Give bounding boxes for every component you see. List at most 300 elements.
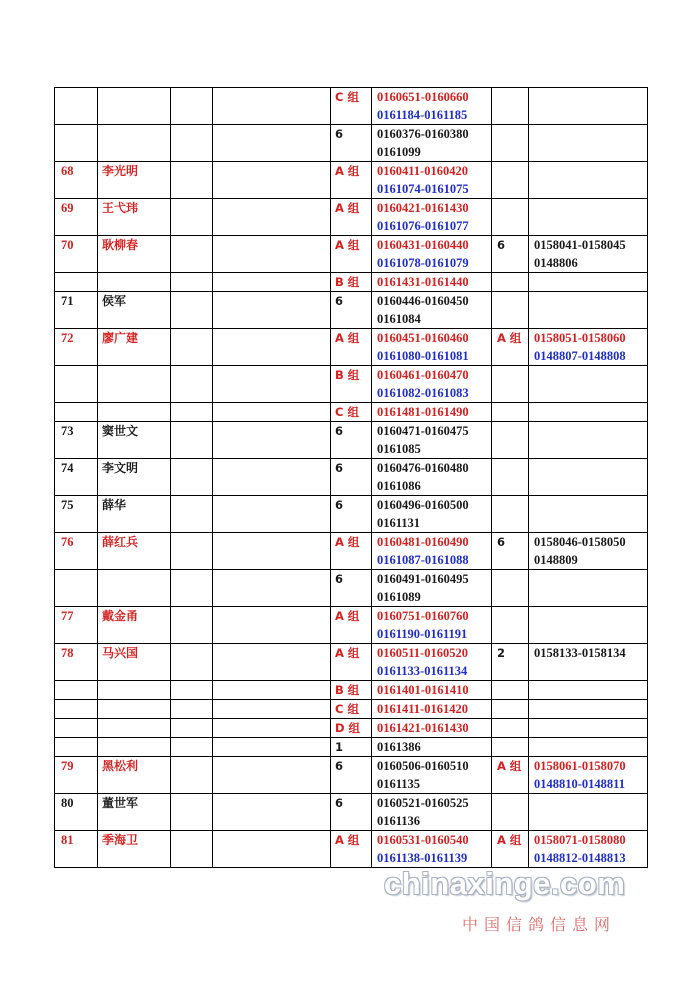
col-no xyxy=(55,199,98,236)
ring-range: 0161481-0161490 xyxy=(377,405,469,419)
col-group xyxy=(331,403,372,422)
col-no xyxy=(55,831,98,868)
group2-label: 2 xyxy=(497,646,506,660)
col-no xyxy=(55,719,98,738)
col-no xyxy=(55,88,98,125)
table-row xyxy=(55,459,648,496)
col-group xyxy=(331,738,372,757)
col-group xyxy=(331,329,372,366)
ring-range2: 0158046-0158050 xyxy=(534,535,626,549)
col-no xyxy=(55,496,98,533)
col-empty-4 xyxy=(213,162,331,199)
col-range2 xyxy=(529,236,648,273)
col-group xyxy=(331,533,372,570)
row-number: 74 xyxy=(61,461,74,475)
col-group2 xyxy=(492,700,529,719)
group-label: B 组 xyxy=(335,275,360,289)
col-empty-3 xyxy=(171,644,213,681)
col-empty-3 xyxy=(171,738,213,757)
table-row xyxy=(55,700,648,719)
col-no xyxy=(55,570,98,607)
ring-extra: 0161184-0161185 xyxy=(377,108,468,122)
col-group2 xyxy=(492,199,529,236)
owner-name: 马兴国 xyxy=(102,646,139,660)
col-no xyxy=(55,422,98,459)
col-no xyxy=(55,607,98,644)
col-range2 xyxy=(529,88,648,125)
ring-range: 0161411-0161420 xyxy=(377,702,468,716)
col-empty-4 xyxy=(213,366,331,403)
table-row xyxy=(55,366,648,403)
col-no xyxy=(55,738,98,757)
col-empty-3 xyxy=(171,199,213,236)
col-name xyxy=(98,273,171,292)
ring-extra: 0161190-0161191 xyxy=(377,627,468,641)
watermark-site: chinaxinge.com xyxy=(384,866,626,901)
col-no xyxy=(55,292,98,329)
table-row xyxy=(55,644,648,681)
row-number: 80 xyxy=(61,796,74,810)
col-empty-3 xyxy=(171,459,213,496)
col-no xyxy=(55,459,98,496)
ring-range: 0160476-0160480 xyxy=(377,461,469,475)
col-empty-3 xyxy=(171,681,213,700)
col-empty-4 xyxy=(213,794,331,831)
col-empty-4 xyxy=(213,831,331,868)
col-empty-4 xyxy=(213,329,331,366)
col-range2 xyxy=(529,831,648,868)
col-group2 xyxy=(492,644,529,681)
row-number: 76 xyxy=(61,535,74,549)
ring-range: 0161421-0161430 xyxy=(377,721,469,735)
col-name xyxy=(98,496,171,533)
row-number: 81 xyxy=(61,833,74,847)
col-group2 xyxy=(492,88,529,125)
col-no xyxy=(55,273,98,292)
col-group xyxy=(331,794,372,831)
group-label: C 组 xyxy=(335,405,359,419)
ring-extra: 0161135 xyxy=(377,777,421,791)
col-empty-4 xyxy=(213,125,331,162)
col-range xyxy=(372,88,492,125)
col-group2 xyxy=(492,292,529,329)
group-label: 6 xyxy=(335,759,344,773)
col-name xyxy=(98,533,171,570)
group-label: B 组 xyxy=(335,368,360,382)
group-label: 1 xyxy=(335,740,344,754)
col-range2 xyxy=(529,366,648,403)
table-row xyxy=(55,422,648,459)
col-group2 xyxy=(492,403,529,422)
col-empty-4 xyxy=(213,533,331,570)
col-empty-4 xyxy=(213,459,331,496)
group-label: A 组 xyxy=(335,331,360,345)
col-empty-3 xyxy=(171,162,213,199)
col-group xyxy=(331,607,372,644)
owner-name: 薛红兵 xyxy=(102,535,139,549)
col-empty-4 xyxy=(213,496,331,533)
owner-name: 李光明 xyxy=(102,164,139,178)
ring-extra: 0161133-0161134 xyxy=(377,664,468,678)
ring-range: 0160451-0160460 xyxy=(377,331,469,345)
group-label: B 组 xyxy=(335,683,360,697)
row-number: 79 xyxy=(61,759,74,773)
ring-extra2: 0148810-0148811 xyxy=(534,777,625,791)
col-group2 xyxy=(492,162,529,199)
ring-extra2: 0148812-0148813 xyxy=(534,851,626,865)
ring-range: 0161386 xyxy=(377,740,421,754)
row-number: 70 xyxy=(61,238,74,252)
row-number: 78 xyxy=(61,646,74,660)
col-empty-3 xyxy=(171,292,213,329)
group-label: D 组 xyxy=(335,721,361,735)
table-row xyxy=(55,607,648,644)
ring-range: 0160506-0160510 xyxy=(377,759,469,773)
col-empty-3 xyxy=(171,496,213,533)
col-group2 xyxy=(492,681,529,700)
col-empty-3 xyxy=(171,757,213,794)
col-range2 xyxy=(529,459,648,496)
owner-name: 董世军 xyxy=(102,796,139,810)
col-name xyxy=(98,681,171,700)
group-label: A 组 xyxy=(335,238,360,252)
col-range xyxy=(372,199,492,236)
col-range xyxy=(372,794,492,831)
col-group2 xyxy=(492,719,529,738)
col-range2 xyxy=(529,738,648,757)
col-range xyxy=(372,422,492,459)
group-label: 6 xyxy=(335,461,344,475)
ring-extra: 0161074-0161075 xyxy=(377,182,469,196)
table-row xyxy=(55,794,648,831)
ring-extra: 0161089 xyxy=(377,590,421,604)
col-name xyxy=(98,794,171,831)
col-no xyxy=(55,681,98,700)
ring-extra2: 0148807-0148808 xyxy=(534,349,626,363)
col-empty-3 xyxy=(171,719,213,738)
col-range xyxy=(372,459,492,496)
col-range2 xyxy=(529,403,648,422)
col-group xyxy=(331,757,372,794)
ring-range: 0160471-0160475 xyxy=(377,424,469,438)
ring-extra: 0161080-0161081 xyxy=(377,349,469,363)
ring-extra: 0161078-0161079 xyxy=(377,256,469,270)
col-range xyxy=(372,719,492,738)
col-no xyxy=(55,162,98,199)
col-name xyxy=(98,292,171,329)
owner-name: 窦世文 xyxy=(102,424,139,438)
col-range2 xyxy=(529,422,648,459)
col-group xyxy=(331,366,372,403)
table-row xyxy=(55,88,648,125)
col-range xyxy=(372,831,492,868)
col-range2 xyxy=(529,794,648,831)
col-no xyxy=(55,794,98,831)
ring-extra2: 0148809 xyxy=(534,553,578,567)
col-range xyxy=(372,366,492,403)
col-empty-4 xyxy=(213,607,331,644)
group-label: A 组 xyxy=(335,833,360,847)
col-empty-3 xyxy=(171,831,213,868)
col-empty-3 xyxy=(171,366,213,403)
table-row xyxy=(55,162,648,199)
group-label: A 组 xyxy=(335,164,360,178)
col-range2 xyxy=(529,681,648,700)
col-empty-3 xyxy=(171,794,213,831)
ring-range: 0160461-0160470 xyxy=(377,368,469,382)
col-empty-4 xyxy=(213,403,331,422)
table-row xyxy=(55,719,648,738)
col-empty-3 xyxy=(171,236,213,273)
col-empty-3 xyxy=(171,273,213,292)
col-group2 xyxy=(492,329,529,366)
ring-range: 0160511-0160520 xyxy=(377,646,468,660)
ring-range: 0160491-0160495 xyxy=(377,572,469,586)
col-name xyxy=(98,459,171,496)
col-range2 xyxy=(529,644,648,681)
col-range xyxy=(372,738,492,757)
col-empty-3 xyxy=(171,533,213,570)
col-range xyxy=(372,533,492,570)
col-name xyxy=(98,125,171,162)
col-range2 xyxy=(529,700,648,719)
col-range2 xyxy=(529,533,648,570)
ring-range: 0161401-0161410 xyxy=(377,683,469,697)
ring-range2: 0158071-0158080 xyxy=(534,833,626,847)
ring-range: 0160431-0160440 xyxy=(377,238,469,252)
ring-extra2: 0148806 xyxy=(534,256,578,270)
col-range xyxy=(372,496,492,533)
table-row xyxy=(55,125,648,162)
group-label: 6 xyxy=(335,796,344,810)
group-label: 6 xyxy=(335,498,344,512)
col-range xyxy=(372,403,492,422)
group-label: A 组 xyxy=(335,646,360,660)
col-range2 xyxy=(529,757,648,794)
col-range xyxy=(372,644,492,681)
col-group xyxy=(331,831,372,868)
col-group2 xyxy=(492,794,529,831)
table-row xyxy=(55,533,648,570)
ring-range: 0160496-0160500 xyxy=(377,498,469,512)
col-no xyxy=(55,757,98,794)
ring-range2: 0158061-0158070 xyxy=(534,759,626,773)
group-label: 6 xyxy=(335,424,344,438)
col-range xyxy=(372,700,492,719)
col-range xyxy=(372,162,492,199)
col-group xyxy=(331,88,372,125)
col-name xyxy=(98,570,171,607)
col-empty-4 xyxy=(213,644,331,681)
registration-table xyxy=(54,87,648,868)
ring-extra: 0161082-0161083 xyxy=(377,386,469,400)
group2-label: A 组 xyxy=(497,331,522,345)
ring-extra: 0161136 xyxy=(377,814,421,828)
ring-range: 0160521-0160525 xyxy=(377,796,469,810)
col-range xyxy=(372,757,492,794)
col-empty-4 xyxy=(213,681,331,700)
col-range2 xyxy=(529,719,648,738)
col-name xyxy=(98,199,171,236)
col-group xyxy=(331,459,372,496)
col-group2 xyxy=(492,125,529,162)
col-name xyxy=(98,700,171,719)
ring-range2: 0158133-0158134 xyxy=(534,646,626,660)
col-no xyxy=(55,700,98,719)
row-number: 69 xyxy=(61,201,74,215)
col-range xyxy=(372,125,492,162)
owner-name: 戴金甬 xyxy=(102,609,139,623)
group-label: A 组 xyxy=(335,609,360,623)
col-range2 xyxy=(529,496,648,533)
table-body xyxy=(55,88,648,868)
col-range xyxy=(372,273,492,292)
group2-label: 6 xyxy=(497,535,506,549)
col-group2 xyxy=(492,533,529,570)
table-row xyxy=(55,831,648,868)
table-row xyxy=(55,273,648,292)
ring-range: 0160531-0160540 xyxy=(377,833,469,847)
owner-name: 黑松利 xyxy=(102,759,139,773)
col-empty-4 xyxy=(213,88,331,125)
col-group xyxy=(331,422,372,459)
ring-extra: 0161099 xyxy=(377,145,421,159)
ring-range: 0160376-0160380 xyxy=(377,127,469,141)
table-row xyxy=(55,292,648,329)
col-range xyxy=(372,607,492,644)
col-name xyxy=(98,607,171,644)
col-range2 xyxy=(529,125,648,162)
group-label: A 组 xyxy=(335,535,360,549)
col-name xyxy=(98,236,171,273)
col-group xyxy=(331,125,372,162)
col-empty-3 xyxy=(171,329,213,366)
ring-extra: 0161076-0161077 xyxy=(377,219,469,233)
ring-range2: 0158051-0158060 xyxy=(534,331,626,345)
ring-extra: 0161085 xyxy=(377,442,421,456)
col-name xyxy=(98,88,171,125)
row-number: 72 xyxy=(61,331,74,345)
owner-name: 薛华 xyxy=(102,498,127,512)
col-empty-4 xyxy=(213,199,331,236)
col-group2 xyxy=(492,496,529,533)
col-group xyxy=(331,162,372,199)
col-group xyxy=(331,644,372,681)
owner-name: 季海卫 xyxy=(102,833,139,847)
col-group xyxy=(331,681,372,700)
col-name xyxy=(98,403,171,422)
table-row xyxy=(55,199,648,236)
ring-range: 0160411-0160420 xyxy=(377,164,468,178)
col-empty-4 xyxy=(213,757,331,794)
col-no xyxy=(55,125,98,162)
table-row xyxy=(55,329,648,366)
col-group2 xyxy=(492,273,529,292)
group-label: 6 xyxy=(335,127,344,141)
group-label: A 组 xyxy=(335,201,360,215)
col-range2 xyxy=(529,607,648,644)
col-group2 xyxy=(492,236,529,273)
ring-extra: 0161087-0161088 xyxy=(377,553,469,567)
col-name xyxy=(98,644,171,681)
col-name xyxy=(98,162,171,199)
group-label: C 组 xyxy=(335,90,359,104)
col-group2 xyxy=(492,738,529,757)
col-name xyxy=(98,719,171,738)
col-group xyxy=(331,496,372,533)
owner-name: 耿柳春 xyxy=(102,238,139,252)
row-number: 71 xyxy=(61,294,74,308)
col-group xyxy=(331,236,372,273)
col-no xyxy=(55,644,98,681)
col-range2 xyxy=(529,273,648,292)
col-no xyxy=(55,236,98,273)
col-empty-3 xyxy=(171,403,213,422)
ring-range: 0160751-0160760 xyxy=(377,609,469,623)
col-empty-3 xyxy=(171,607,213,644)
col-range xyxy=(372,681,492,700)
col-empty-3 xyxy=(171,570,213,607)
col-group xyxy=(331,719,372,738)
ring-range: 0160651-0160660 xyxy=(377,90,469,104)
owner-name: 王弋玮 xyxy=(102,201,139,215)
col-empty-3 xyxy=(171,88,213,125)
col-name xyxy=(98,831,171,868)
group2-label: 6 xyxy=(497,238,506,252)
ring-extra: 0161084 xyxy=(377,312,421,326)
col-name xyxy=(98,366,171,403)
group-label: 6 xyxy=(335,294,344,308)
col-group xyxy=(331,570,372,607)
col-name xyxy=(98,329,171,366)
col-group2 xyxy=(492,366,529,403)
col-empty-4 xyxy=(213,422,331,459)
row-number: 73 xyxy=(61,424,74,438)
group2-label: A 组 xyxy=(497,833,522,847)
col-range xyxy=(372,329,492,366)
table-row xyxy=(55,757,648,794)
row-number: 75 xyxy=(61,498,74,512)
col-empty-3 xyxy=(171,125,213,162)
col-group2 xyxy=(492,831,529,868)
group2-label: A 组 xyxy=(497,759,522,773)
col-group xyxy=(331,292,372,329)
watermark-name: 中国信鸽信息网 xyxy=(462,915,617,934)
col-empty-3 xyxy=(171,700,213,719)
ring-range: 0160421-0161430 xyxy=(377,201,469,215)
col-range xyxy=(372,236,492,273)
group-label: C 组 xyxy=(335,702,359,716)
col-no xyxy=(55,366,98,403)
col-empty-4 xyxy=(213,700,331,719)
col-empty-4 xyxy=(213,292,331,329)
row-number: 68 xyxy=(61,164,74,178)
col-group2 xyxy=(492,459,529,496)
col-empty-4 xyxy=(213,738,331,757)
group-label: 6 xyxy=(335,572,344,586)
table-row xyxy=(55,496,648,533)
col-range2 xyxy=(529,570,648,607)
ring-extra: 0161138-0161139 xyxy=(377,851,468,865)
col-no xyxy=(55,533,98,570)
ring-range2: 0158041-0158045 xyxy=(534,238,626,252)
col-group xyxy=(331,700,372,719)
col-no xyxy=(55,403,98,422)
col-range xyxy=(372,570,492,607)
ring-extra: 0161131 xyxy=(377,516,421,530)
col-group xyxy=(331,199,372,236)
ring-range: 0161431-0161440 xyxy=(377,275,469,289)
